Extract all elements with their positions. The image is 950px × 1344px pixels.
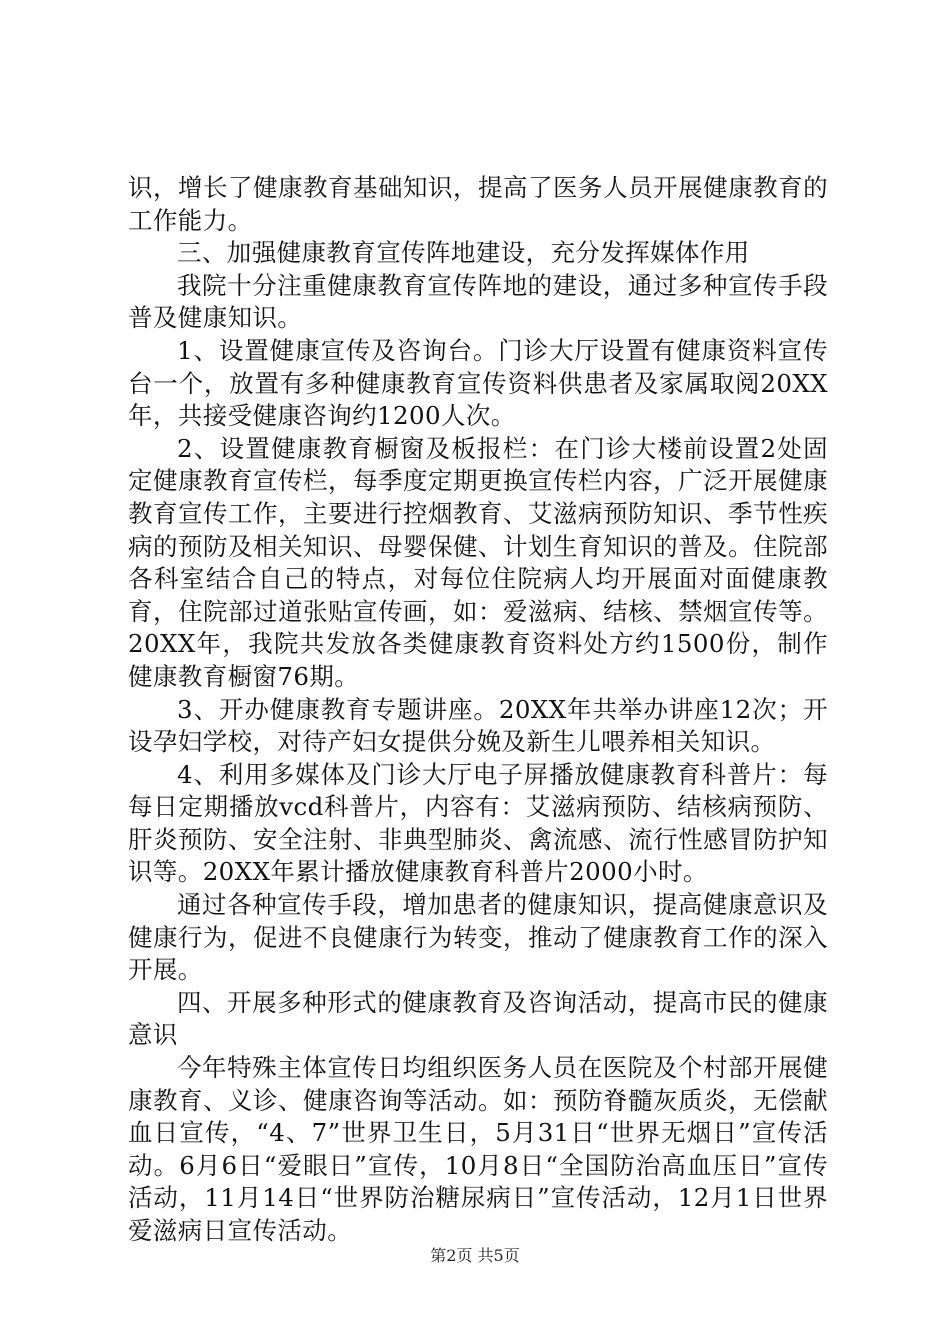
paragraph-item-1: 1、设置健康宣传及咨询台。门诊大厅设置有健康资料宣传台一个，放置有多种健康教育宣传资料供患者及家属取阅20XX年，共接受健康咨询约1200人次。 [128,335,828,431]
paragraph-intro: 我院十分注重健康教育宣传阵地的建设，通过多种宣传手段普及健康知识。 [128,270,828,333]
paragraph-activities: 今年特殊主体宣传日均组织医务人员在医院及个村部开展健康教育、义诊、健康咨询等活动。如：预防脊髓灰质炎，无偿献血日宣传，“4、7”世界卫生日，5月31日“世界无烟日”宣传活动。6月6日“爱眼日”宣传，10月8日“全国防治高血压日”宣传活动，11月14日“世界防治糖尿病日”宣传活动，12月1日世界爱滋病日宣传活动。 [128,1053,828,1245]
paragraph-summary: 通过各种宣传手段，增加患者的健康知识，提高健康意识及健康行为，促进不良健康行为转变，推动了健康教育工作的深入开展。 [128,890,828,985]
page-number: 第2页 共5页 [430,1246,520,1265]
paragraph-continuation: 识，增长了健康教育基础知识，提高了医务人员开展健康教育的工作能力。 [128,173,828,235]
paragraph-item-4: 4、利用多媒体及门诊大厅电子屏播放健康教育科普片：每每日定期播放vcd科普片，内容有：艾滋病预防、结核病预防、肝炎预防、安全注射、非典型肺炎、禽流感、流行性感冒防护知识等。20XX年累计播放健康教育科普片2000小时。 [128,759,828,887]
section-heading-4: 四、开展多种形式的健康教育及咨询活动，提高市民的健康意识 [128,987,828,1050]
document-body [128,172,828,1248]
paragraph-item-3: 3、开办健康教育专题讲座。20XX年共举办讲座12次；开设孕妇学校，对待产妇女提供分娩及新生儿喂养相关知识。 [128,694,828,757]
paragraph-item-2: 2、设置健康教育橱窗及板报栏：在门诊大楼前设置2处固定健康教育宣传栏，每季度定期更换宣传栏内容，广泛开展健康教育宣传工作，主要进行控烟教育、艾滋病预防知识、季节性疾病的预防及相关知识、母婴保健、计划生育知识的普及。住院部各科室结合自己的特点，对每位住院病人均开展面对面健康教育，住院部过道张贴宣传画，如：爱滋病、结核、禁烟宣传等。20XX年，我院共发放各类健康教育资料处方约1500份，制作健康教育橱窗76期。 [128,433,828,691]
section-heading-3: 三、加强健康教育宣传阵地建设，充分发挥媒体作用 [177,238,750,268]
